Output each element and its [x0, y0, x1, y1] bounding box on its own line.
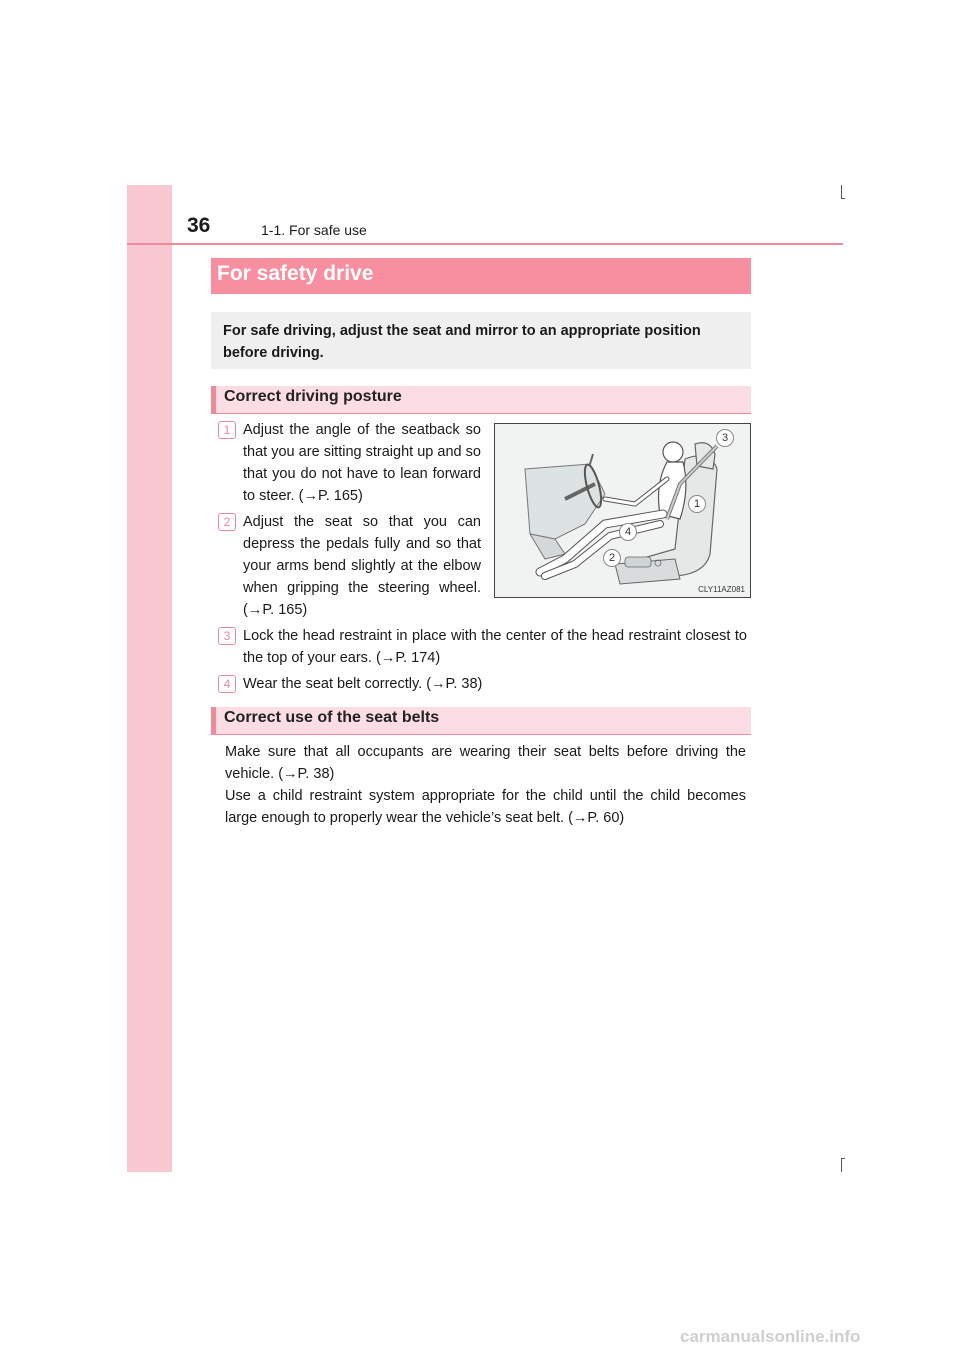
crop-mark-bottom [841, 1158, 842, 1172]
callout-marker: 3 [716, 429, 734, 447]
page-number: 36 [187, 214, 211, 237]
heading-driving-posture: Correct driving posture [211, 386, 751, 414]
footer-watermark: carmanualsonline.info [680, 1327, 861, 1346]
item-number-badge: 4 [218, 675, 236, 693]
section-label: 1-1. For safe use [261, 222, 367, 238]
heading-seat-belts: Correct use of the seat belts [211, 707, 751, 735]
item-number-badge: 3 [218, 627, 236, 645]
belts-paragraph: Make sure that all occupants are wearing their seat belts before driving the vehicle. (→P. 38) [225, 744, 746, 782]
posture-item [218, 511, 482, 621]
header-rule [127, 243, 843, 245]
callout-marker: 2 [603, 549, 621, 567]
item-text: Adjust the angle of the seatback so that you are sitting straight up and so that you do not have to lean forward to steer. (→P. 165) [243, 422, 481, 504]
posture-item [218, 625, 748, 669]
belts-paragraph: Use a child restraint system appropriate for the child until the child becomes large enough to properly wear the vehicle’s seat belt. (→P. 60) [225, 788, 746, 826]
item-text: Lock the head restraint in place with the center of the head restraint closest to the top of your ears. (→P. 174) [243, 628, 747, 666]
callout-marker: 4 [619, 523, 637, 541]
posture-item [218, 419, 482, 507]
callout-marker: 1 [688, 495, 706, 513]
driving-posture-figure [494, 423, 751, 598]
driver-seat-illustration [495, 424, 751, 598]
crop-mark-top [841, 185, 842, 199]
page-title: For safety drive [211, 258, 751, 294]
figure-code: CLY11AZ081 [698, 585, 745, 594]
item-number-badge: 1 [218, 421, 236, 439]
item-text: Adjust the seat so that you can depress the pedals fully and so that your arms bend slightly at the elbow when gripping the steering wheel. (→P. 165) [243, 514, 481, 618]
intro-box: For safe driving, adjust the seat and mirror to an appropriate position before driving. [211, 312, 751, 369]
item-number-badge: 2 [218, 513, 236, 531]
item-text: Wear the seat belt correctly. (→P. 38) [243, 676, 483, 692]
side-color-strip [127, 185, 172, 1172]
posture-item [218, 673, 748, 695]
